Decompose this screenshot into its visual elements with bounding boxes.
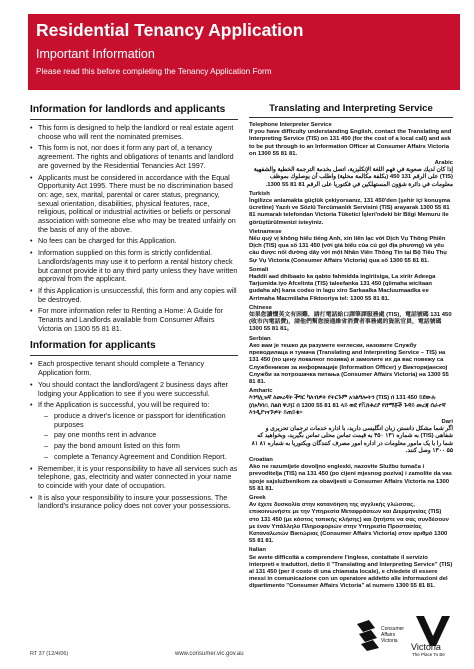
list-item: • For more information refer to Renting a Home: A Guide for Tenants and Landlords available from Consumer Affairs Victoria on 1300 55 81 81.	[30, 307, 238, 333]
applicant-info-list	[30, 360, 238, 511]
page-title: Residential Tenancy Application	[36, 20, 304, 40]
section-title-landlords: Information for landlords and applicants	[30, 104, 226, 115]
translation-entry	[249, 419, 453, 455]
language-label: Telephone Interpreter Service	[249, 122, 332, 128]
language-label: Serbian	[249, 335, 271, 342]
logo-caa-line2: Affairs	[381, 632, 396, 638]
translation-entry	[249, 229, 453, 265]
language-label: Dari	[441, 418, 453, 425]
translation-entry	[249, 388, 453, 417]
translation-entry	[249, 122, 453, 158]
list-item: • It is also your responsibility to insure your possessions. The landlord's insurance policy does not cover your possessions.	[30, 494, 238, 511]
website-link[interactable]: www.consumer.vic.gov.au	[175, 651, 244, 657]
list-item: • Remember, it is your responsibility to have all services such as telephone, gas, electricity and water connected in your name to coincide with your date of occupation.	[30, 465, 238, 491]
translation-entry	[249, 547, 453, 590]
language-label: Amharic	[249, 388, 273, 395]
translation-text: 如果您讀懂英文有困難，請打電話給口譯筆譯服務處 (TIS)，電話號碼 131 450 (收市內電話費)，請他們幫您接通維省消費者事務處的資訊官員，電話號碼 1300 55 81 81。	[249, 312, 452, 333]
header-note: Please read this before completing the Tenancy Application Form	[36, 67, 272, 76]
logo-caa-line3: Victoria	[381, 638, 398, 644]
sub-list-item: – complete a Tenancy Agreement and Condition Report.	[38, 453, 238, 462]
form-code: RT 37 (12/4/06)	[30, 651, 69, 657]
divider	[249, 117, 453, 118]
translation-text: If you have difficulty understanding English, contact the Translating and Interpreting Service (TIS) on 131 450 (for the cost of a local call) and ask to be put through to an Information Officer at Consumer Affairs Victoria on 1300 55 81 81.	[249, 129, 452, 157]
right-column	[249, 103, 453, 593]
list-item: • Information supplied on this form is strictly confidential. Landlords/agents may use it to perform a rental history check but cannot provide it to any third party unless they have written approval from the applicant.	[30, 249, 238, 284]
translation-entry	[249, 267, 453, 303]
header-banner	[28, 14, 460, 90]
language-label: Croatian	[249, 456, 273, 463]
translation-entry	[249, 336, 453, 386]
page-subtitle: Important Information	[36, 47, 155, 61]
sub-list-item: – pay one months rent in advance	[38, 431, 238, 440]
list-item-text: If the Application is successful, you will be required to:	[38, 400, 210, 410]
translation-text: اگر شما مشکل دانستن زبان انگلیسی دارید، با اداره خدمات ترجمان تحریری و شفاهی (TIS) به شماره ۱۳۱ ۴۵۰ به قیمت تماس محلی تماس بگیرید، وبخواهید که شما را با یک مامور معلومات در اداره امور مصرف کنندگان ویکتوریا به شماره ۸۱ ۸۱ ۵۵ ۱۳۰۰ وصل کنند.	[251, 426, 453, 454]
translation-section-title: Translating and Interpreting Service	[269, 103, 433, 114]
translation-entry	[249, 495, 453, 545]
list-item: • This form is designed to help the landlord or real estate agent choose who will rent the nominated premises.	[30, 124, 238, 141]
section-title-applicants: Information for applicants	[30, 340, 156, 352]
language-label: Somali	[249, 266, 269, 273]
translation-entries	[249, 122, 453, 591]
list-item	[30, 401, 238, 461]
logo-vic-tag: The Place To Be	[412, 652, 445, 657]
language-label: Greek	[249, 494, 266, 501]
divider	[30, 119, 238, 120]
language-label: Italian	[249, 547, 267, 554]
list-item: • Each prospective tenant should complete a Tenancy Application form.	[30, 360, 238, 377]
translation-entry	[249, 191, 453, 227]
language-label: Vietnamese	[249, 228, 282, 235]
divider	[30, 355, 238, 356]
logo-vic-name: Victoria	[411, 642, 441, 652]
sub-list-item: – produce a driver's licence or passport for identification purposes	[38, 412, 238, 429]
logo-caa-line1: Consumer	[381, 626, 405, 632]
translation-text: Ако вам је тешко да разумете енглески, назовите Службу преводилаца и тумача (Translating and Interpreting Service – TIS) на 131 450 (по цену локалног позива) и замолите их да вас повежу са Службеником за информације (Information Officer) у Викторијанској Служби за потрошачка питања (Consumer Affairs Victoria) на 1300 55 81 81.	[249, 342, 449, 385]
victoria-logo	[410, 612, 456, 658]
translation-text: Se avete difficoltà a comprendere l'inglese, contattate il servizio interpreti e traduttori, detto il "Translating and Interpreting Service" (TIS) al 131 450 (per il costo di una chiamata locale), e chiedete di essere messi in comunicazione con un operatore addetto alle informazioni del dipartimento "Consumer Affairs Victoria" al numero 1300 55 81 81.	[249, 554, 453, 590]
language-label: Chinese	[249, 304, 272, 311]
language-label: Arabic	[434, 160, 453, 167]
landlord-info-list	[30, 124, 238, 333]
translation-text: Nếu quý vị không hiểu tiếng Anh, xin liên lạc với Dịch Vụ Thông Phiên Dịch (TIS) qua số 131 450 (với giá biểu của cú gọi địa phương) và yêu cầu được nối đường dây với một Nhân Viên Thông Tin tại Bộ Tiêu Thụ Sự Vụ Victoria (Consumer Affairs Victoria) qua số 1300 55 81 81.	[249, 236, 447, 264]
translation-text: Ako ne razumijete dovoljno engleski, nazovite Službu tumača i prevoditelja (TIS) na 131 450 (po cijeni mjesnog poziva) i zamolite da vas spoje sajslužbenikom za obavijesti u Consumer Affairs Victoria na 1300 55 81 81.	[249, 464, 452, 492]
language-label: Turkish	[249, 190, 270, 197]
translation-entry	[249, 160, 453, 189]
list-item: • Applicants must be considered in accordance with the Equal Opportunity Act 1995. There must be no discrimination based on: age, sex, marital, parental or carer status, pregnancy, sexual orientation, disabilities, physical features, race, religious, political or industrial activities or beliefs or personal association with someone else who may be treated unfairly on the basis of any of the above.	[30, 174, 238, 235]
translation-text: İngilizce anlamakta güçlük çekiyorsanız, 131 450'den (şehir içi konuşma ücretine) Yazılı ve Sözlü Tercümanlık Servisini (TIS) arayarak 1300 55 81 81 numaralı telefondan Victoria Tüketici İşleri'ndeki bir Bilgi Memuru ile görüştürülmenizi isteyiniz.	[249, 198, 451, 226]
list-item: • This form is not, nor does it form any part of, a tenancy agreement. The rights and obligations of tenants and landlord are governed by the Residential Tenancies Act 1997.	[30, 144, 238, 170]
translation-entry	[249, 305, 453, 334]
translation-text: እንግሊዝኛ ለመረዳት ችግር ካለብዎት የትርጉም አገልግሎትን (TIS) በ 131 450 ይደውሉ (በአካባቢ ስልክ ዋጋ)፤ በ 1300 55 81 81 ላይ ወደ የቪክቶሪያ የሸማቾች ጉዳይ መረጃ ሰራተኛ እንዲያገናኙዎት ይጠይቁ።	[249, 395, 446, 416]
translation-text: Αν έχετε δυσκολία στην κατανόηση της αγγλικής γλώσσας, επικοινωνήστε με την Υπηρεσία Μεταφράσεων και Διερμηνείας (TIS) στο 131 450 (με κόστος τοπικής κλήσης) και ζητήστε να σας συνδέσουν με έναν Υπάλληλο Πληροφοριών στην Υπηρεσία Προστασίας Καταναλωτών Βικτώριας (Consumer Affairs Victoria) στον αριθμό 1300 55 81 81.	[249, 502, 449, 545]
left-column	[30, 103, 238, 514]
translation-entry	[249, 457, 453, 493]
sub-list-item: – pay the bond amount listed on this form	[38, 442, 238, 451]
list-item: • If this Application is unsuccessful, this form and any copies will be destroyed.	[30, 287, 238, 304]
consumer-affairs-logo	[355, 618, 405, 652]
translation-text: إذا كان لديك صعوبة في فهم اللغة الإنكليزية، اتصل بخدمة الترجمة الخطية والشفهية (TIS) على الرقم 131 450 (بكلفة مكالمة محلية) واطلب أن يوصلوك بموظف معلومات في دائرة شؤون المستهلكين في فكتوريا على الرقم 81 81 55 1300.	[253, 167, 453, 188]
list-item: • No fees can be charged for this Application.	[30, 237, 238, 246]
requirements-list	[38, 412, 238, 462]
list-item: • You should contact the landlord/agent 2 business days after lodging your Application to see if you were successful.	[30, 381, 238, 398]
translation-text: Haddii aad dhibaato ka qabto fahmidda ingiriisiga, La xiriir Adeega Tarjumida iyo Afcelinta (TIS) taleefanka 131 450 (qiimaha wicitaan gudaha ah) kana codso in lagu xiro Sarkaalka Macluumaadka ee Arrimaha Macmiilaha Fiktooriya tel: 1300 55 81 81.	[249, 274, 436, 302]
